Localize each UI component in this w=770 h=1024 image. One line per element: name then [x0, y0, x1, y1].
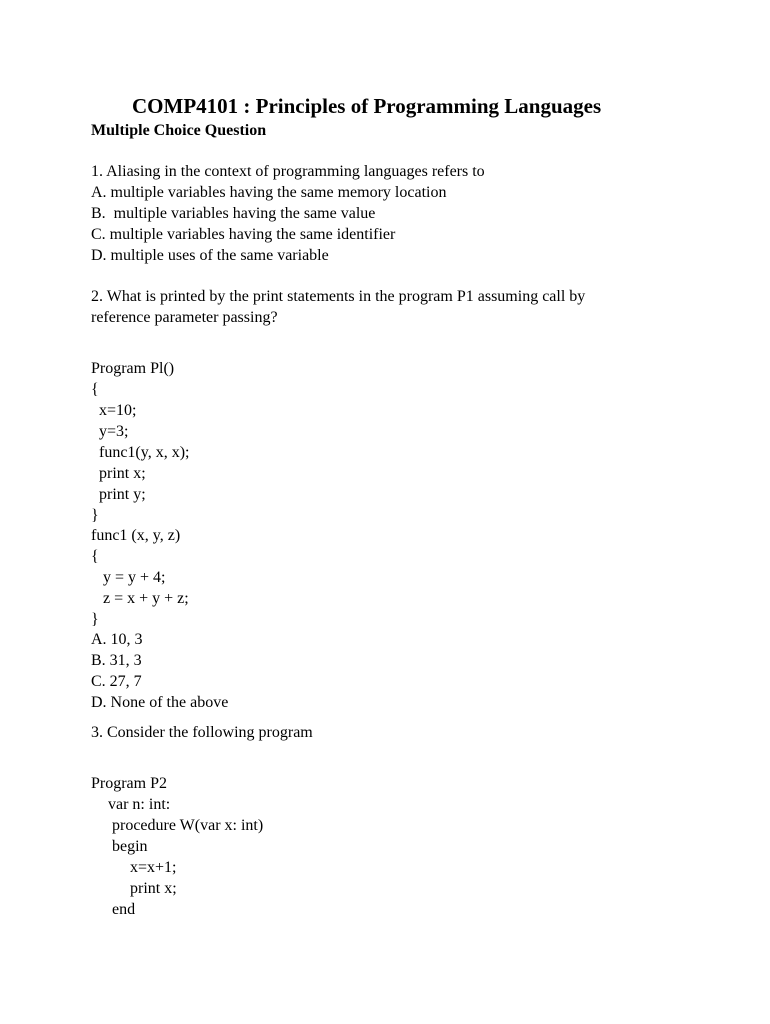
question-1-option-d: D. multiple uses of the same variable [91, 247, 329, 264]
question-1-option-b: B. multiple variables having the same value [91, 205, 376, 222]
code-line: print y; [99, 486, 146, 503]
code-line: func1 (x, y, z) [91, 527, 181, 544]
document-title: COMP4101 : Principles of Programming Languages [132, 94, 602, 118]
code-line: } [91, 507, 99, 524]
question-1-option-c: C. multiple variables having the same identifier [91, 226, 396, 243]
code-line: print x; [99, 465, 146, 482]
code-line: print x; [130, 880, 177, 897]
code-line: begin [112, 838, 148, 855]
code-line: end [112, 901, 136, 918]
code-line: z = x + y + z; [103, 590, 189, 607]
code-line: procedure W(var x: int) [112, 817, 264, 834]
code-line: Program P2 [91, 775, 167, 792]
code-line: y=3; [99, 423, 129, 440]
code-line: y = y + 4; [103, 569, 166, 586]
question-1-option-a: A. multiple variables having the same memory location [91, 184, 447, 201]
code-line: } [91, 611, 99, 628]
document-subtitle: Multiple Choice Question [91, 122, 267, 139]
code-line: { [91, 548, 99, 565]
question-2-text-line-1: 2. What is printed by the print statements in the program P1 assuming call by [91, 288, 586, 305]
code-line: x=10; [99, 402, 137, 419]
code-line: x=x+1; [130, 859, 177, 876]
question-2-option-c: C. 27, 7 [91, 673, 142, 690]
question-2-option-b: B. 31, 3 [91, 652, 142, 669]
question-2-option-d: D. None of the above [91, 694, 229, 711]
code-line: var n: int: [108, 796, 171, 813]
code-line: func1(y, x, x); [99, 444, 190, 461]
question-3-text: 3. Consider the following program [91, 724, 313, 741]
question-2-option-a: A. 10, 3 [91, 631, 143, 648]
code-line: { [91, 381, 99, 398]
question-1-text: 1. Aliasing in the context of programming languages refers to [91, 163, 485, 180]
question-2-text-line-2: reference parameter passing? [91, 309, 278, 326]
code-line: Program Pl() [91, 360, 175, 377]
